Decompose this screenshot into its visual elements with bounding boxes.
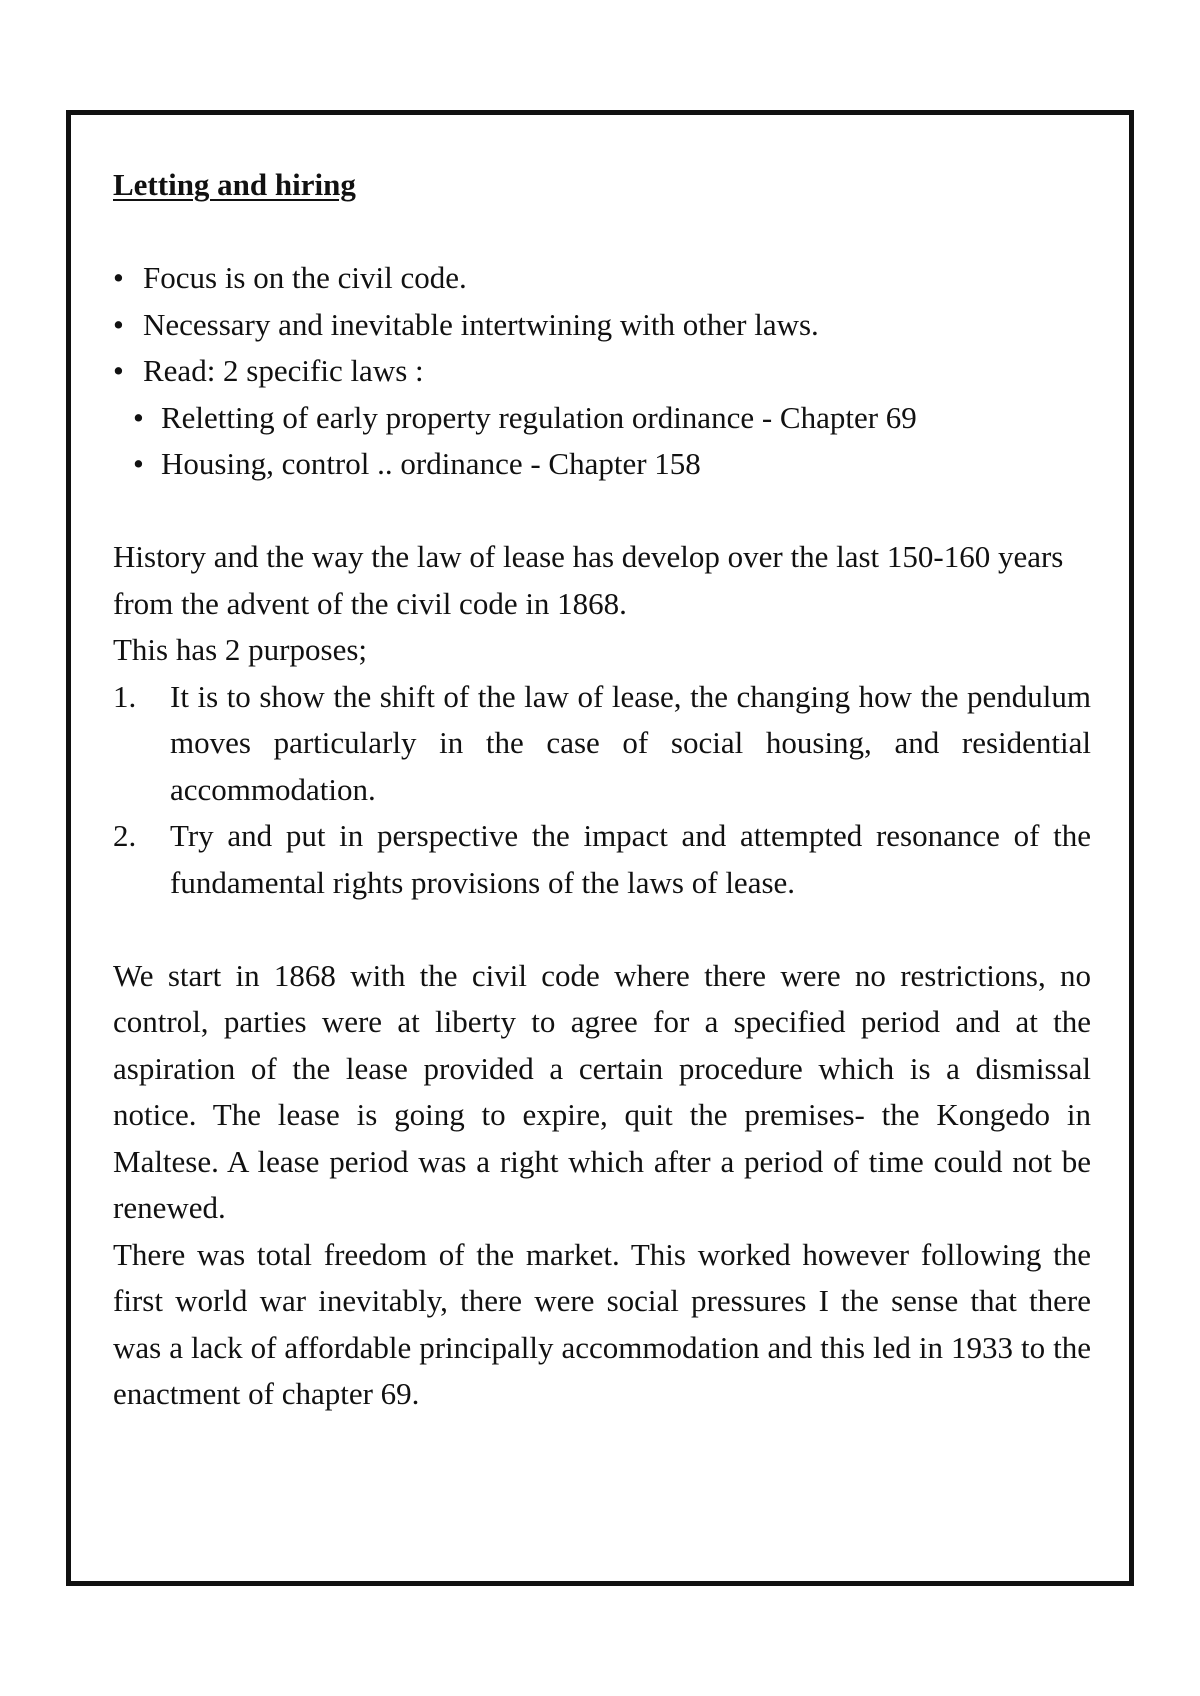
spacer bbox=[113, 488, 1091, 535]
sub-bullet-item: • Housing, control .. ordinance - Chapter 158 bbox=[113, 441, 1091, 488]
bullet-item: • Necessary and inevitable intertwining with other laws. bbox=[113, 302, 1091, 349]
purpose-number: 2. bbox=[113, 818, 137, 853]
purpose-text: It is to show the shift of the law of lease, the changing how the pendulum moves particularly in the case of social housing, and residential accommodation. bbox=[170, 678, 1091, 807]
purposes-list bbox=[113, 674, 1091, 907]
purpose-text: Try and put in perspective the impact and attempted resonance of the fundamental rights provisions of the laws of lease. bbox=[170, 818, 1091, 900]
bullet-item: • Focus is on the civil code. bbox=[113, 255, 1091, 302]
bullet-item: • Read: 2 specific laws : bbox=[113, 348, 1091, 395]
purpose-number: 1. bbox=[113, 678, 137, 714]
purpose-item bbox=[113, 813, 1091, 906]
spacer bbox=[113, 906, 1091, 953]
paragraph-market: There was total freedom of the market. This worked however following the first world war inevitably, there were social pressures I the sense that there was a lack of affordable principally accommodation and this led in 1933 to the enactment of chapter 69. bbox=[113, 1236, 1091, 1411]
paragraph-1868: We start in 1868 with the civil code where there were no restrictions, no control, parties were at liberty to agree for a specified period and at the aspiration of the lease provided a certain procedure which is a dismissal notice. The lease is going to expire, quit the premises- the Kongedo in Maltese. A lease period was a right which after a period of time could not be renewed. bbox=[113, 957, 1091, 1225]
purposes-intro: This has 2 purposes; bbox=[113, 632, 368, 667]
purpose-item bbox=[113, 674, 1091, 814]
page-title: Letting and hiring bbox=[113, 167, 356, 202]
document-body bbox=[113, 162, 1091, 1418]
bullet-list bbox=[113, 255, 1091, 488]
history-paragraph: History and the way the law of lease has develop over the last 150-160 years from the advent of the civil code in 1868. bbox=[113, 539, 1064, 621]
sub-bullet-item: • Reletting of early property regulation ordinance - Chapter 69 bbox=[113, 395, 1091, 442]
